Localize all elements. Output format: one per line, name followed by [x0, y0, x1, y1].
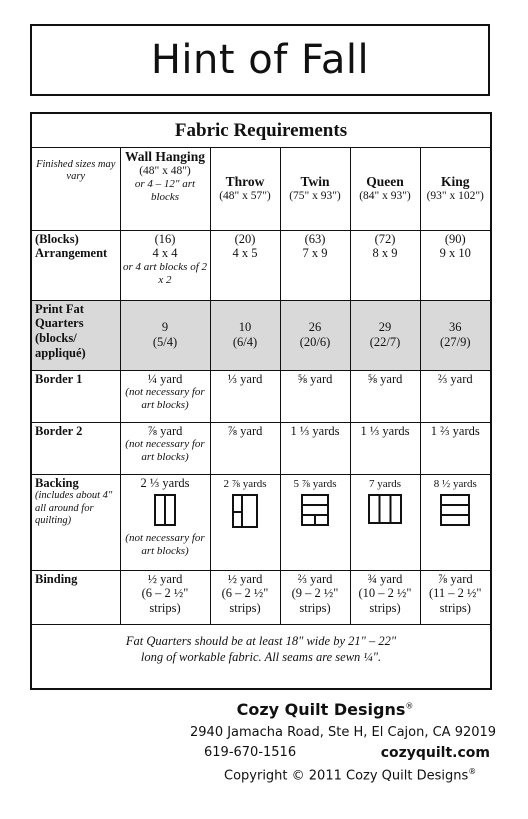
- table-cell: ½ yard (6 – 2 ½" strips): [210, 570, 280, 624]
- table-cell: 36 (27/9): [420, 300, 490, 370]
- requirements-heading: Fabric Requirements: [32, 114, 490, 148]
- table-cell: ⅔ yard (9 – 2 ½" strips): [280, 570, 350, 624]
- table-cell: ⅝ yard: [350, 370, 420, 422]
- table-cell: 1 ⅓ yards: [280, 422, 350, 474]
- fat-quarters-footnote: Fat Quarters should be at least 18" wide by 21" – 22" long of workable fabric. All seams are sewn ¼".: [125, 633, 397, 665]
- col-header-twin: Twin (75" x 93"): [280, 148, 350, 230]
- row-label-border-1: Border 1: [32, 370, 120, 422]
- row-label-border-2: Border 2: [32, 422, 120, 474]
- website-link[interactable]: cozyquilt.com: [380, 745, 490, 761]
- table-cell: 5 ⅞ yards: [280, 474, 350, 570]
- binding-row: [32, 570, 490, 624]
- table-cell: ⅔ yard: [420, 370, 490, 422]
- requirements-grid: [32, 148, 490, 625]
- table-cell: 7 yards: [350, 474, 420, 570]
- table-cell: (20) 4 x 5: [210, 230, 280, 300]
- fabric-requirements-table: [30, 112, 492, 690]
- table-cell: (16) 4 x 4 or 4 art blocks of 2 x 2: [120, 230, 210, 300]
- table-cell: 2 ⅞ yards: [210, 474, 280, 570]
- footer: [190, 700, 500, 783]
- table-cell: ½ yard (6 – 2 ½" strips): [120, 570, 210, 624]
- row-label-backing: Backing (includes about 4" all around for quilting): [32, 474, 120, 570]
- table-cell: ⅓ yard: [210, 370, 280, 422]
- col-header-wall-hanging: Wall Hanging (48" x 48") or 4 – 12" art blocks: [120, 148, 210, 230]
- table-cell: 8 ½ yards: [420, 474, 490, 570]
- table-cell: ⅞ yard (11 – 2 ½" strips): [420, 570, 490, 624]
- table-cell: 29 (22/7): [350, 300, 420, 370]
- table-cell: 9 (5/4): [120, 300, 210, 370]
- table-cell: ¾ yard (10 – 2 ½" strips): [350, 570, 420, 624]
- table-cell: (72) 8 x 9: [350, 230, 420, 300]
- row-label-print: Print Fat Quarters (blocks/ appliqué): [32, 300, 120, 370]
- table-cell: ⅞ yard: [210, 422, 280, 474]
- copyright: Copyright © 2011 Cozy Quilt Designs®: [224, 767, 477, 784]
- pattern-title: Hint of Fall: [150, 37, 370, 83]
- table-cell: 1 ⅔ yards: [420, 422, 490, 474]
- table-cell: ⅞ yard (not necessary for art blocks): [120, 422, 210, 474]
- address: 2940 Jamacha Road, Ste H, El Cajon, CA 92019: [190, 725, 497, 740]
- table-cell: 10 (6/4): [210, 300, 280, 370]
- table-cell: (63) 7 x 9: [280, 230, 350, 300]
- col-header-throw: Throw (48" x 57"): [210, 148, 280, 230]
- backing-layout-icon: [301, 494, 329, 526]
- row-label-binding: Binding: [32, 570, 120, 624]
- print-fat-quarters-row: [32, 300, 490, 370]
- header-row: [32, 148, 490, 230]
- table-cell: 26 (20/6): [280, 300, 350, 370]
- backing-layout-icon: [368, 494, 402, 524]
- table-cell: 1 ⅓ yards: [350, 422, 420, 474]
- title-box: [30, 24, 490, 96]
- border-1-row: [32, 370, 490, 422]
- col-header-queen: Queen (84" x 93"): [350, 148, 420, 230]
- table-cell: (90) 9 x 10: [420, 230, 490, 300]
- table-cell: 2 ⅓ yards (not necessary for art blocks): [120, 474, 210, 570]
- table-cell: ⅝ yard: [280, 370, 350, 422]
- table-cell: ¼ yard (not necessary for art blocks): [120, 370, 210, 422]
- contact-line: [190, 745, 500, 761]
- brand-name: Cozy Quilt Designs®: [236, 700, 414, 719]
- col-header-king: King (93" x 102"): [420, 148, 490, 230]
- finished-sizes-note: Finished sizes may vary: [36, 159, 116, 183]
- backing-row: [32, 474, 490, 570]
- backing-layout-icon: [440, 494, 470, 526]
- blocks-row: [32, 230, 490, 300]
- phone-number: 619-670-1516: [204, 745, 297, 760]
- row-label-blocks: (Blocks) Arrangement: [32, 230, 120, 300]
- corner-cell: [32, 148, 120, 230]
- backing-layout-icon: [232, 494, 258, 528]
- backing-layout-icon: [154, 494, 176, 526]
- border-2-row: [32, 422, 490, 474]
